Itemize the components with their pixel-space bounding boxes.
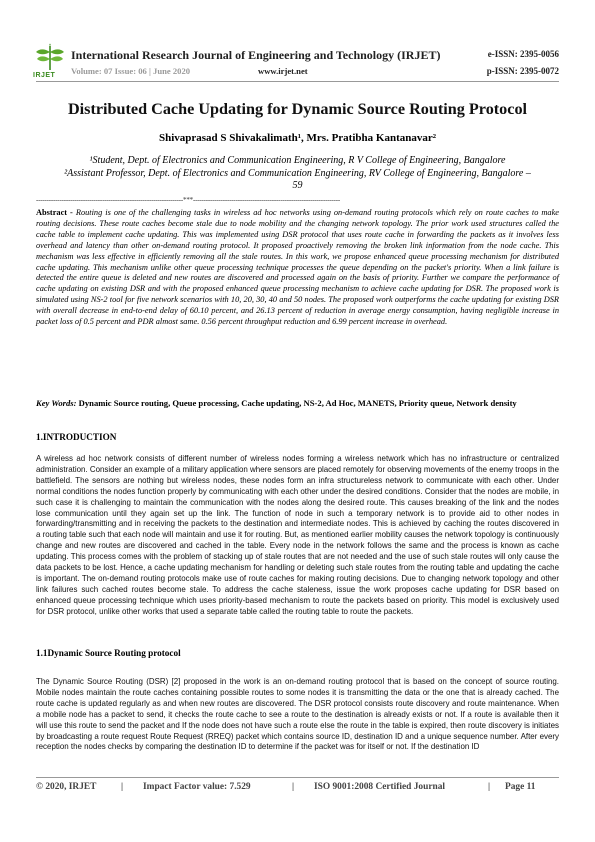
separator: ---------------------------------------------------------------------***---------------------------------------------------------------------: [36, 196, 340, 204]
footer-separator: |: [488, 782, 491, 792]
p-issn: p-ISSN: 2395-0072: [486, 66, 559, 76]
paper-title: Distributed Cache Updating for Dynamic Source Routing Protocol: [67, 100, 528, 118]
journal-name: International Research Journal of Engineering and Technology (IRJET): [71, 48, 441, 62]
footer-separator: |: [292, 782, 295, 792]
header-divider: [36, 81, 559, 82]
footer-page-number: Page 11: [505, 782, 536, 792]
keywords: [36, 398, 559, 409]
logo-text: IRJET: [33, 72, 56, 79]
affiliation-1: ¹Student, Dept. of Electronics and Communication Engineering, R V College of Engineering, Bangalore: [89, 155, 506, 166]
introduction-text: A wireless ad hoc network consists of different number of wireless nodes forming a wireless network which has no infrastructure or centralized administration. Consider an example of a military application where sensors are placed remotely for observing movements of the enemy troops in the battlefield. The sensors are nothing but wireless nodes, these nodes form an infra structureless network to communicate with each other. Under normal conditions the nodes function properly by communicating with each other under the desired conditions. Consider that the nodes are mobile, in such case it is challenging to maintain the communication with the nodes along the desired route. This causes breaking of the link and the nodes lose communication until they again set up the link. The function of node in such a temporary network is to provide aid to other nodes in forwarding/transmitting and in receiving the packets to the destination and intermediate nodes. This is achieved by caching the routes discovered in a routing table such that each node will maintain and use it for routing. But, as mentioned earlier mobility causes the network topology is continuously change and new routes are discovered and cached in the table. Every node in the network follows the same and the process is known as cache updating. This process comes with the problem of stacking up of stale routes that are not needed and the use of such stale routes will only cause the data packets to be lost. Hence, a cache updating mechanism for handling or deleting such stale routes from the routing table and updating the cache is important. The on-demand routing protocols make use of route caches for making routing decisions. Due to changing network topology and other link failures such cached routes become stale. To address the cache staleness, issue the work proposes cache updating for DSR based on enhanced queue processing technique which uses priority-based mechanism to route the packets based on priority. This model is exclusively used for DSR protocol, unlike other works that used a separate table called the routing table to route the packets.: [36, 454, 559, 616]
e-issn: e-ISSN: 2395-0056: [487, 49, 559, 59]
abstract-text: Routing is one of the challenging tasks in wireless ad hoc networks using on-demand routing protocols which rely on route caches to make routing decisions. These route caches become stale due to node mobility and the changing network topology. The prior work used structures called the cache table to implement cache updating. This was implemented using DSR protocol that uses route cache in forwarding the packets as it involves less overhead and latency than other on-demand routing protocol. It proposed proactively removing the broken link information from the node cache. This mechanism was less effective in efficiently removing all the stale routes. In this work, we propose enhanced queue processing mechanism for distributed cache updating. This mechanism unlike other queue processing technique processes the queue depending on the packet's priority. When a link failure is detected the entire queue is deleted and new routes are discovered and processed again on the basis of priority. Further we compare the performance of cache updating on existing DSR and with the proposed enhanced queue processing mechanism to achieve cache updating for DSR. The proposed work is simulated using NS-2 tool for five network scenarios with 10, 20, 30, 40 and 50 nodes. The proposed work outperforms the cache updating for existing DSR with overall decrease in end-to-end delay of 60.10 percent, and 26.13 percent of reduction in average energy consumption, having negligible increase in packet loss of 0.5 percent and PDR almost same. 0.56 percent throughput reduction and 6.99 percent increase in overhead.: [36, 208, 559, 327]
footer-separator: |: [121, 782, 124, 792]
dsr-text: The Dynamic Source Routing (DSR) [2] proposed in the work is an on-demand routing protocol that is based on the concept of source routing. Mobile nodes maintain the route caches containing possible routes to some nodes it is transmitting the data or the one that is already cached. The route cache is updated regularly as and when new routes are discovered. The DSR protocol consists route discovery and route maintenance. When a mobile node has a packet to send, it checks the route cache to see a route to the destination is already exists or not. If a route is available then it will use this route to send the packet and If the node does not have such a route else the route in the table is expired, then route discovery is initiates by broadcasting a route request Route Request (RREQ) packet which contains source ID, destination ID and a unique sequence number. After every reception the nodes checks by comparing the destination ID to determine if the packet was for itself or not. If the destination ID: [36, 677, 559, 752]
footer-impact-factor: Impact Factor value: 7.529: [143, 782, 251, 792]
footer-copyright: © 2020, IRJET: [36, 782, 97, 792]
abstract-label: Abstract -: [36, 208, 76, 217]
journal-url[interactable]: www.irjet.net: [258, 66, 308, 76]
keywords-text: Dynamic Source routing, Queue processing, Cache updating, NS-2, Ad Hoc, MANETS, Priority queue, Network density: [76, 398, 517, 408]
section-heading-dsr: 1.1Dynamic Source Routing protocol: [36, 648, 181, 658]
volume-issue: Volume: 07 Issue: 06 | June 2020: [71, 66, 191, 76]
footer-divider: [36, 777, 559, 778]
abstract: [36, 208, 559, 328]
keywords-label: Key Words:: [36, 398, 77, 408]
affiliation-2: ²Assistant Professor, Dept. of Electronics and Communication Engineering, RV College of Engineering, Bangalore – 59: [64, 168, 531, 191]
authors: Shivaprasad S Shivakalimath¹, Mrs. Pratibha Kantanavar²: [158, 132, 437, 144]
section-heading-introduction: 1.INTRODUCTION: [36, 432, 117, 442]
footer-iso: ISO 9001:2008 Certified Journal: [314, 782, 445, 792]
